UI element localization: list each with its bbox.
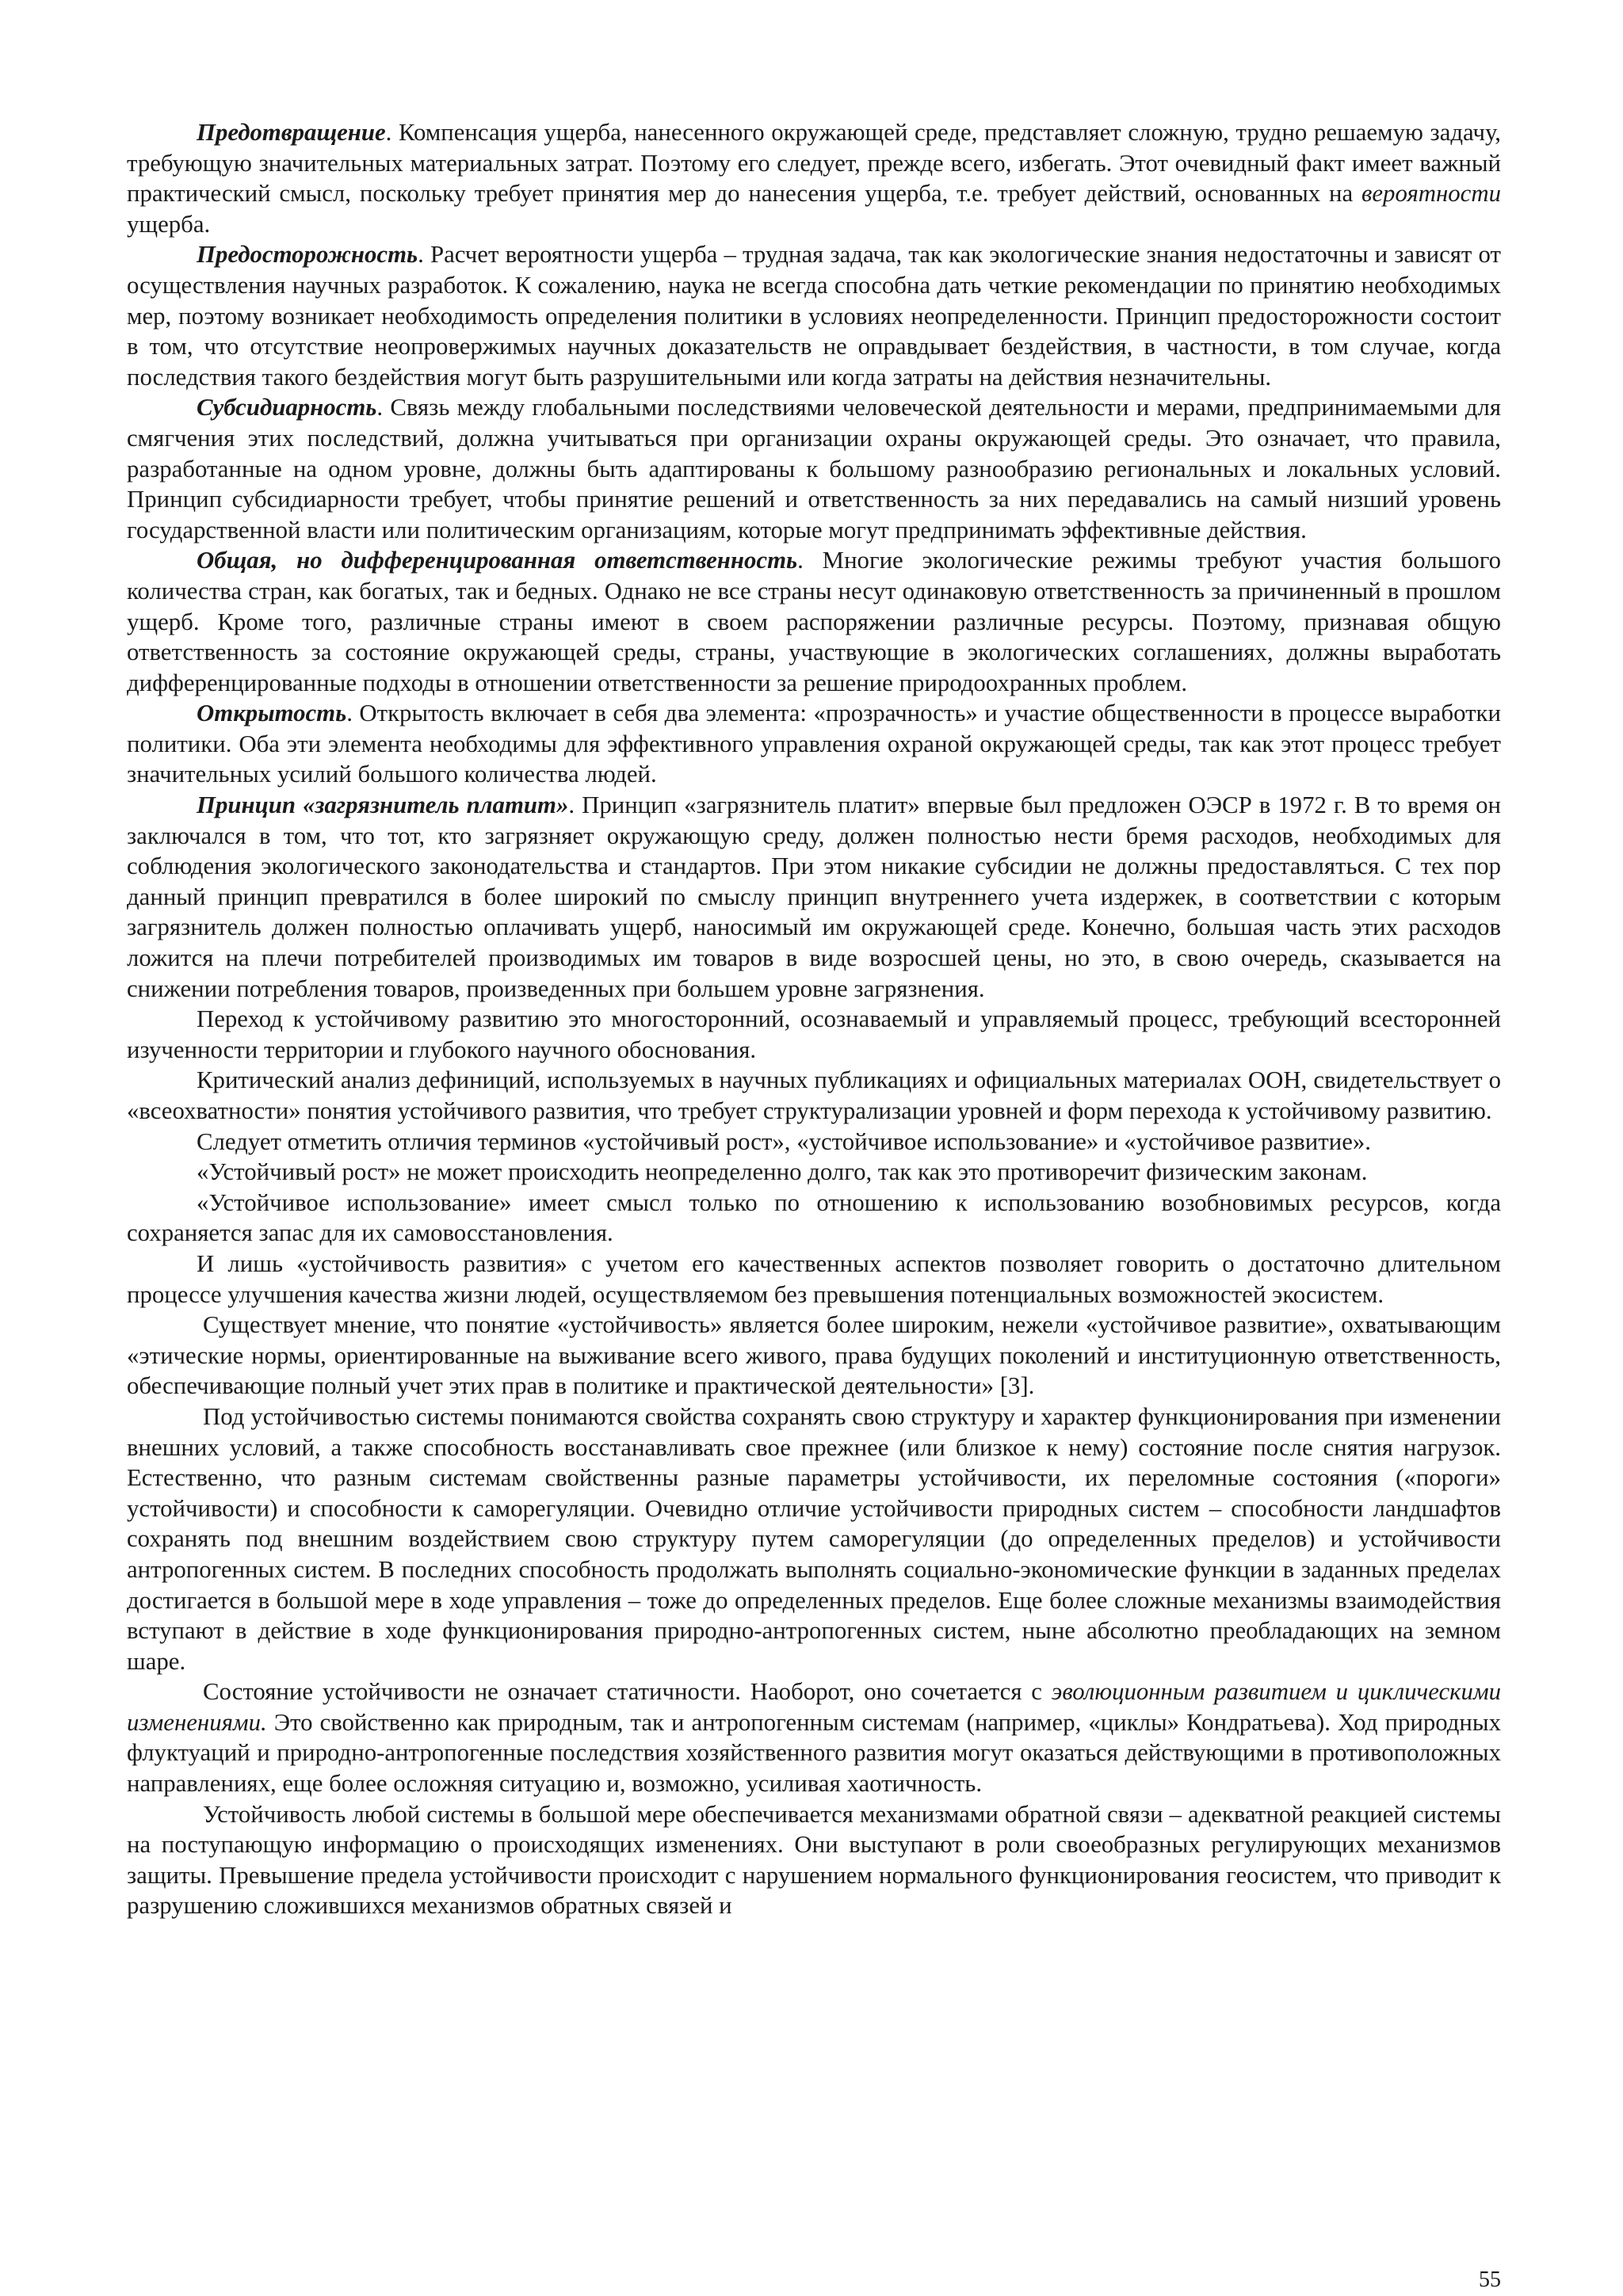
term-subsidiarity: Субсидиарность (197, 394, 377, 421)
paragraph-system-stability: Под устойчивостью системы понимаются свойства сохранять свою структуру и характер функционирования при изменении внешних условий, а также способность восстанавливать свое прежнее (или близкое к нему) состояние после снятия нагрузок. Естественно, что разным системам свойственны разные параметры устойчивости, их переломные состояния («пороги» устойчивости) и способности к саморегуляции. Очевидно отличие устойчивости природных систем – способности ландшафтов сохранять под внешним воздействием свою структуру путем саморегуляции (до определенных пределов) и устойчивости антропогенных систем. В последних способность продолжать выполнять социально-экономические функции в заданных пределах достигается в большой мере в ходе управления – тоже до определенных пределов. Еще более сложные механизмы взаимодействия вступают в действие в ходе функционирования природно-антропогенных систем, ныне абсолютно преобладающих на земном шаре. (127, 1402, 1501, 1675)
paragraph-openness (127, 698, 1501, 790)
paragraph-development-sustainability: И лишь «устойчивость развития» с учетом его качественных аспектов позволяет говорить о достаточно длительном процессе улучшения качества жизни людей, осуществляемом без превышения потенциальных возможностей экосистем. (127, 1249, 1501, 1308)
paragraph-text: . Компенсация ущерба, нанесенного окружающей среде, представляет сложную, трудно решаемую задачу, требующую значительных материальных затрат. Поэтому его следует, прежде всего, избегать. Этот очевидный факт имеет важный практический смысл, поскольку требует принятия мер до нанесения ущерба, т.е. требует действий, основанных на (127, 119, 1501, 208)
paragraph-text: . Связь между глобальными последствиями человеческой деятельности и мерами, предпринимаемыми для смягчения этих последствий, должна учитываться при организации охраны окружающей среды. Это означает, что правила, разработанные на одном уровне, должны быть адаптированы к большому разнообразию региональных и локальных условий. Принцип субсидиарности требует, чтобы принятие решений и ответственность за них передавались на самый низший уровень государственной власти или политическим организациям, которые могут предпринимать эффективные действия. (127, 394, 1501, 543)
paragraph-polluter-pays (127, 790, 1501, 1004)
paragraph-terms: Следует отметить отличия терминов «устойчивый рост», «устойчивое использование» и «устойчивое развитие». (197, 1127, 1371, 1155)
paragraph-transition: Переход к устойчивому развитию это многосторонний, осознаваемый и управляемый процесс, требующий всесторонней изученности территории и глубокого научного обоснования. (127, 1005, 1501, 1063)
term-openness: Открытость (197, 700, 347, 727)
paragraph-precaution (127, 239, 1501, 392)
paragraph-text: Это свойственно как природным, так и антропогенным системам (например, «циклы» Кондратьева). Ход природных флуктуаций и природно-антропогенные последствия хозяйственного развития могут оказаться действующими в противоположных направлениях, еще более осложняя ситуацию и, возможно, усиливая хаотичность. (127, 1708, 1501, 1798)
paragraph-text: . Многие экологические режимы требуют участия большого количества стран, как богатых, так и бедных. Однако не все страны несут одинаковую ответственность за причиненный в прошлом ущерб. Кроме того, различные страны имеют в своем распоряжении различные ресурсы. Поэтому, признавая общую ответственность за состояние окружающей среды, страны, участвующие в экологических соглашениях, должны выработать дифференцированные подходы в отношении ответственности за решение природоохранных проблем. (127, 547, 1501, 696)
paragraph-text: Состояние устойчивости не означает статичности. Наоборот, оно сочетается с (203, 1678, 1052, 1706)
paragraph-text: ущерба. (127, 210, 211, 238)
paragraph-stability-state (127, 1676, 1501, 1798)
emphasis-evolution: эволюционным развитием и циклическими изменениями. (127, 1678, 1502, 1736)
term-polluter-pays: Принцип «загрязнитель платит» (197, 791, 569, 819)
document-page (127, 117, 1501, 1921)
paragraph-sustainable-use: «Устойчивое использование» имеет смысл только по отношению к использованию возобновимых ресурсов, когда сохраняется запас для их самовосстановления. (127, 1188, 1501, 1247)
paragraph-critical-analysis: Критический анализ дефиниций, используемых в научных публикациях и официальных материалах ООН, свидетельствует о «всеохватности» понятия устойчивого развития, что требует структурализации уровней и форм перехода к устойчивому развитию. (127, 1066, 1501, 1124)
paragraph-sustainable-growth: «Устойчивый рост» не может происходить неопределенно долго, так как это противоречит физическим законам. (197, 1158, 1368, 1186)
paragraph-opinion: Существует мнение, что понятие «устойчивость» является более широким, нежели «устойчивое развитие», охватывающим «этические нормы, ориентированные на выживание всего живого, права будущих поколений и институционную ответственность, обеспечивающие полный учет этих прав в политике и практической деятельности» [3]. (127, 1311, 1501, 1400)
term-common-responsibility: Общая, но дифференцированная ответственность (197, 547, 798, 574)
paragraph-common-responsibility (127, 545, 1501, 698)
term-prevention: Предотвращение (197, 119, 386, 146)
paragraph-text: . Принцип «загрязнитель платит» впервые был предложен ОЭСР в 1972 г. В то время он заключался в том, что тот, кто загрязняет окружающую среду, должен полностью нести бремя расходов, необходимых для соблюдения экологического законодательства и стандартов. При этом никакие субсидии не должны предоставляться. С тех пор данный принцип превратился в более широкий по смыслу принцип внутреннего учета издержек, в соответствии с которым загрязнитель должен полностью оплачивать ущерб, наносимый им окружающей среде. Конечно, большая часть этих расходов ложится на плечи потребителей производимых им товаров в виде возросшей цены, но это, в свою очередь, сказывается на снижении потребления товаров, произведенных при большем уровне загрязнения. (127, 791, 1501, 1002)
term-precaution: Предосторожность (197, 241, 418, 269)
emphasis-probability: вероятности (1361, 180, 1501, 208)
paragraph-text: . Открытость включает в себя два элемента: «прозрачность» и участие общественности в процессе выработки политики. Оба эти элемента необходимы для эффективного управления охраной окружающей среды, так как этот процесс требует значительных усилий большого количества людей. (127, 700, 1501, 788)
paragraph-feedback: Устойчивость любой системы в большой мере обеспечивается механизмами обратной связи – адекватной реакцией системы на поступающую информацию о происходящих изменениях. Они выступают в роли своеобразных регулирующих механизмов защиты. Превышение предела устойчивости происходит с нарушением нормального функционирования геосистем, что приводит к разрушению сложившихся механизмов обратных связей и (127, 1800, 1501, 1920)
paragraph-prevention (127, 117, 1501, 239)
page-number: 55 (1479, 2267, 1501, 2292)
paragraph-subsidiarity (127, 392, 1501, 545)
paragraph-text: . Расчет вероятности ущерба – трудная задача, так как экологические знания недостаточны и зависят от осуществления научных разработок. К сожалению, наука не всегда способна дать четкие рекомендации по принятию необходимых мер, поэтому возникает необходимость определения политики в условиях неопределенности. Принцип предосторожности состоит в том, что отсутствие неопровержимых научных доказательств не оправдывает бездействия, в частности, в том случае, когда последствия такого бездействия могут быть разрушительными или когда затраты на действия незначительны. (127, 241, 1501, 391)
